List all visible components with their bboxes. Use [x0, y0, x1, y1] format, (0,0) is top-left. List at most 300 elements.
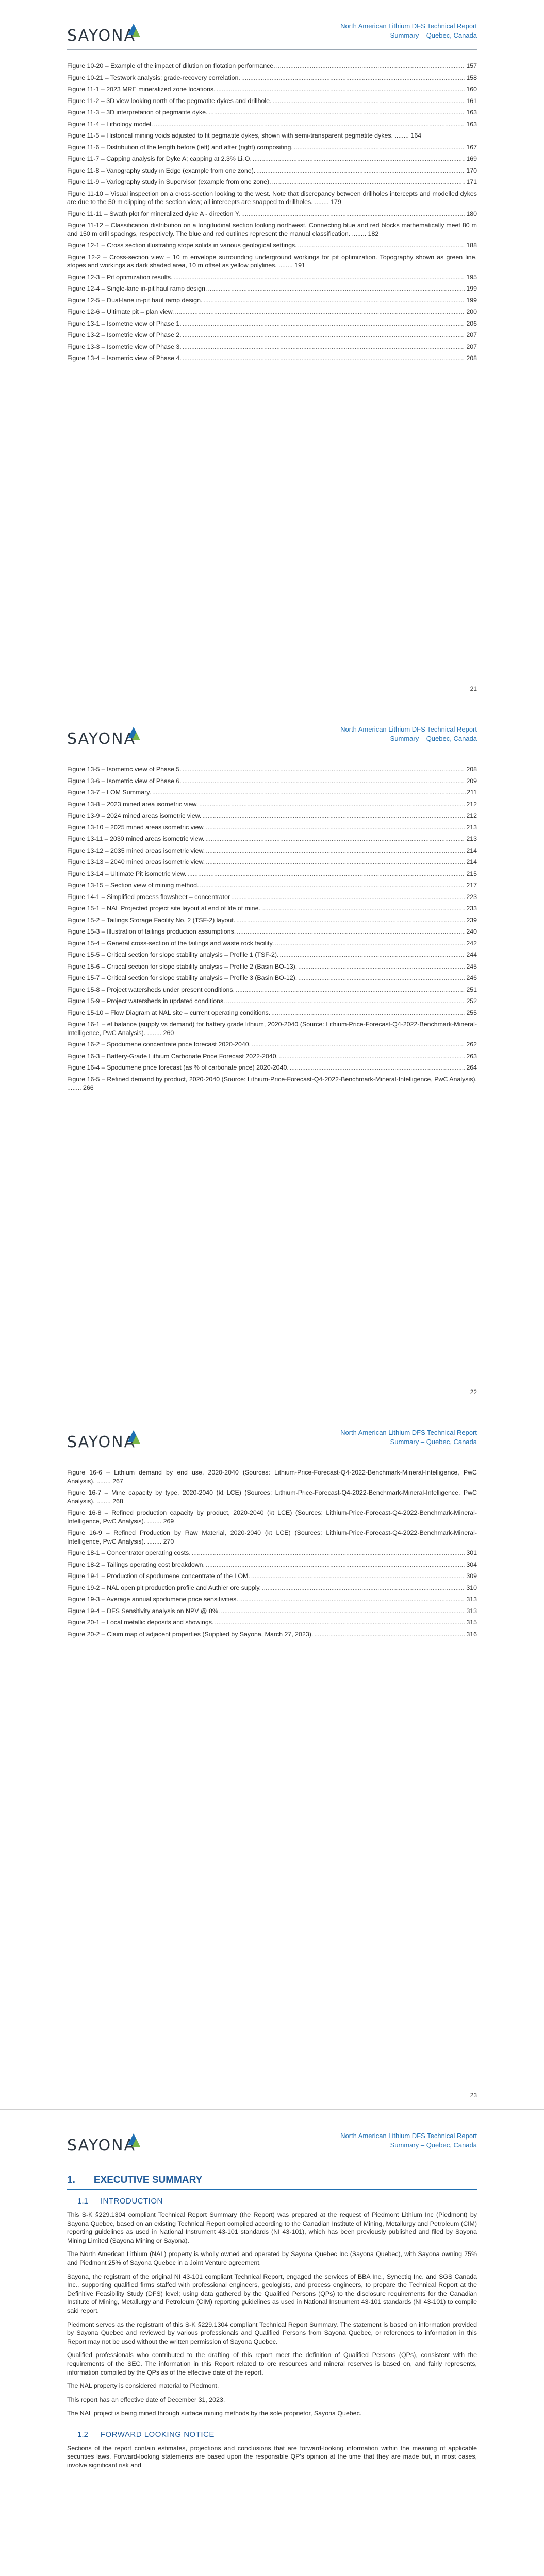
document-page-24: [0, 2110, 544, 2576]
toc-leader: [275, 939, 465, 948]
toc-entry-page: 239: [466, 916, 477, 924]
toc-leader: ........: [94, 1477, 113, 1485]
toc-leader: [239, 1595, 466, 1604]
toc-entry-page: 164: [410, 132, 422, 139]
toc-entry-title: Figure 15-6 – Critical section for slope stability analysis – Profile 2 (Basin BO-13).: [67, 962, 298, 970]
toc-leader: ........: [276, 262, 295, 269]
toc-leader: [183, 765, 466, 774]
toc-leader: ........: [145, 1517, 163, 1525]
section-number: 1.: [67, 2175, 75, 2185]
page-number: 21: [470, 685, 477, 692]
toc-entry[interactable]: [67, 62, 477, 71]
toc-entry-page: 245: [466, 962, 477, 970]
toc-entry[interactable]: [67, 1529, 477, 1546]
toc-entry[interactable]: [67, 1572, 477, 1581]
toc-leader: [272, 178, 466, 187]
document-page-22: [0, 703, 544, 1406]
toc-entry-page: 171: [466, 178, 477, 185]
toc-entry-title: Figure 13-8 – 2023 mined area isometric view.: [67, 800, 199, 808]
toc-entry-title: Figure 10-20 – Example of the impact of dilution on flotation performance.: [67, 62, 275, 70]
toc-entry[interactable]: [67, 221, 477, 238]
toc-leader: [208, 284, 465, 293]
toc-entry-page: 208: [466, 354, 477, 362]
toc-entry[interactable]: [67, 284, 477, 293]
toc-entry[interactable]: [67, 343, 477, 351]
toc-entry-title: Figure 20-1 – Local metallic deposits and showings.: [67, 1619, 214, 1626]
logo-accent-icon: [132, 732, 140, 740]
document-page-23: [0, 1406, 544, 2110]
toc-entry[interactable]: [67, 788, 477, 797]
toc-entry-page: 207: [466, 343, 477, 350]
toc-entry-title: Figure 11-5 – Historical mining voids adjusted to fit pegmatite dykes, shown with semi-transparent pegmatite dykes.: [67, 132, 393, 139]
report-title: [340, 22, 477, 40]
toc-entry-title: Figure 13-4 – Isometric view of Phase 4.: [67, 354, 182, 362]
body-paragraph: This S-K §229.1304 compliant Technical Report Summary (the Report) was prepared at the request of Piedmont Lithium Inc (Piedmont) by Sayona Quebec, based on an existing Technical Report compiled according to the Canadian Institute of Mining, Metallurgy and Petroleum (CIM) reporting guidelines as used in National Instrument 43-101 standards (NI 43-101), which has been previously published and filed by Sayona Mining Limited (Sayona Mining or Sayona).: [67, 2211, 477, 2244]
toc-leader: [236, 916, 465, 925]
toc-leader: [206, 846, 465, 855]
toc-entry-page: 209: [466, 777, 477, 785]
toc-entry[interactable]: [67, 108, 477, 117]
toc-entry-page: 160: [466, 86, 477, 93]
toc-leader: [203, 296, 465, 305]
report-title-line2: Summary – Quebec, Canada: [390, 2141, 477, 2149]
toc-entry-page: 313: [466, 1607, 477, 1615]
toc-entry-title: Figure 13-6 – Isometric view of Phase 6.: [67, 777, 182, 785]
toc-leader: [279, 951, 465, 959]
toc-entry-title: Figure 13-3 – Isometric view of Phase 3.: [67, 343, 182, 350]
toc-entry[interactable]: [67, 1509, 477, 1526]
subsection-number: 1.2: [77, 2430, 88, 2439]
list-of-figures: [67, 1468, 477, 1641]
subsection-title: FORWARD LOOKING NOTICE: [100, 2430, 215, 2439]
toc-leader: [183, 331, 466, 340]
toc-entry[interactable]: [67, 1607, 477, 1616]
toc-entry-page: 213: [466, 823, 477, 831]
toc-entry-page: 262: [466, 1041, 477, 1048]
toc-leader: [154, 120, 465, 129]
toc-leader: [279, 1052, 465, 1061]
toc-entry[interactable]: [67, 858, 477, 867]
toc-leader: [314, 1630, 465, 1639]
toc-entry-title: Figure 15-1 – NAL Projected project site layout at end of life of mine.: [67, 905, 260, 912]
logo-text: SAYONA: [67, 2137, 136, 2155]
toc-entry[interactable]: [67, 893, 477, 902]
toc-entry-page: 315: [466, 1619, 477, 1626]
toc-entry-page: 180: [466, 210, 477, 217]
report-title: [340, 1428, 477, 1447]
toc-entry-title: Figure 18-2 – Tailings operating cost breakdown.: [67, 1561, 205, 1568]
toc-entry[interactable]: [67, 1549, 477, 1557]
sayona-logo: [67, 2133, 170, 2156]
toc-entry[interactable]: [67, 1595, 477, 1604]
toc-entry[interactable]: [67, 331, 477, 340]
toc-leader: ........: [145, 1029, 163, 1037]
toc-entry[interactable]: [67, 210, 477, 218]
subsection-number: 1.1: [77, 2197, 88, 2206]
toc-entry-title: Figure 15-9 – Project watersheds in updated conditions.: [67, 997, 225, 1005]
toc-entry-title: Figure 11-4 – Lithology model.: [67, 120, 153, 128]
toc-entry-page: 270: [163, 1537, 174, 1545]
toc-leader: [209, 108, 466, 117]
toc-entry-page: 199: [466, 296, 477, 304]
toc-entry-page: 191: [294, 262, 305, 269]
toc-entry[interactable]: [67, 85, 477, 94]
toc-leader: ........: [312, 198, 331, 206]
body-paragraph: Sayona, the registrant of the original NI 43-101 compliant Technical Report, engaged the services of BBA Inc., Synectiq Inc. and SGS Canada Inc., supporting qualified firms staffed with professional engineers, geologists, and process engineers, to prepare the Technical Report at the Definitive Feasibility Study (DFS) level; using data gathered by the Qualified Persons (QPs) to the disclosure requirements for the Canadian Institute of Mining, Metallurgy and Petroleum (CIM) reporting guidelines as used in National Instrument 43-101 standards (NI 43-101) to compile said report.: [67, 2273, 477, 2314]
toc-entry[interactable]: [67, 777, 477, 786]
toc-entry[interactable]: [67, 155, 477, 163]
toc-entry[interactable]: [67, 962, 477, 971]
executive-summary: [67, 2171, 477, 2475]
body-paragraph: Piedmont serves as the registrant of this S-K §229.1304 compliant Technical Report Summary. The statement is based on information provided by Sayona Quebec and reviewed by various professionals and Qualified Persons from Sayona Quebec, or references to information in this Report may not be used without the written permission of Sayona Quebec.: [67, 2320, 477, 2345]
toc-entry-title: Figure 13-2 – Isometric view of Phase 2.: [67, 331, 182, 338]
toc-leader: [192, 1549, 466, 1557]
toc-entry-title: Figure 10-21 – Testwork analysis: grade-recovery correlation.: [67, 74, 240, 81]
toc-entry-page: 199: [466, 285, 477, 292]
toc-entry-page: 252: [466, 997, 477, 1005]
body-paragraph: This report has an effective date of December 31, 2023.: [67, 2396, 225, 2403]
toc-leader: [262, 1584, 465, 1592]
toc-entry-title: Figure 12-2 – Cross-section view – 10 m envelope surrounding underground workings for pit optimization. Topography shown as green line, stopes and workings as dark shaded area, 10 m offset as yellow polylines.: [67, 253, 477, 269]
toc-entry[interactable]: [67, 823, 477, 832]
toc-entry[interactable]: [67, 1063, 477, 1072]
toc-entry-page: 304: [466, 1561, 477, 1568]
toc-entry-title: Figure 11-3 – 3D interpretation of pegmatite dyke.: [67, 109, 208, 116]
toc-entry-page: 301: [466, 1549, 477, 1556]
toc-entry-title: Figure 20-2 – Claim map of adjacent properties (Supplied by Sayona, March 27, 2023).: [67, 1630, 314, 1638]
toc-entry-page: 214: [466, 858, 477, 866]
toc-leader: [276, 62, 466, 71]
toc-entry-title: Figure 13-15 – Section view of mining method.: [67, 882, 199, 889]
toc-entry-page: 188: [466, 242, 477, 249]
toc-entry-title: Figure 16-7 – Mine capacity by type, 2020-2040 (kt LCE) (Sources: Lithium-Price-Forecast-Q4-2022-Benchmark-Mineral-Intelligence, PwC Analysis).: [67, 1489, 477, 1505]
list-of-figures: [67, 765, 477, 1095]
toc-entry[interactable]: [67, 881, 477, 890]
toc-entry-title: Figure 11-9 – Variography study in Supervisor (example from one zone).: [67, 178, 271, 185]
toc-leader: [252, 1040, 465, 1049]
toc-leader: [206, 823, 465, 832]
toc-leader: [271, 1009, 465, 1018]
toc-entry-title: Figure 16-1 – et balance (supply vs demand) for battery grade lithium, 2020-2040 (Source: Lithium-Price-Forecast-Q4-2022-Benchmark-Mineral-Intelligence, PwC Analysis).: [67, 1021, 477, 1037]
toc-leader: [237, 927, 465, 936]
report-title-line1: North American Lithium DFS Technical Report: [340, 2132, 477, 2140]
section-heading: [67, 2175, 477, 2190]
toc-entry-title: Figure 16-6 – Lithium demand by end use, 2020-2040 (Sources: Lithium-Price-Forecast-Q4-2022-Benchmark-Mineral-Intelligence, PwC Analysis).: [67, 1469, 477, 1485]
toc-entry-page: 313: [466, 1596, 477, 1603]
toc-entry[interactable]: [67, 974, 477, 982]
toc-leader: ........: [67, 1084, 83, 1091]
toc-leader: [183, 777, 466, 786]
page-header: [0, 703, 544, 760]
toc-entry-title: Figure 19-4 – DFS Sensitivity analysis on NPV @ 8%.: [67, 1607, 220, 1615]
logo-text: SAYONA: [67, 730, 136, 748]
toc-entry[interactable]: [67, 74, 477, 82]
subsection-heading-forward-looking: [77, 2430, 477, 2439]
list-of-figures: [67, 62, 477, 366]
toc-entry[interactable]: [67, 190, 477, 207]
forward-looking-body: [67, 2444, 477, 2470]
toc-entry-page: 244: [466, 951, 477, 958]
body-paragraph: The North American Lithium (NAL) property is wholly owned and operated by Sayona Quebec Inc (Sayona Quebec), with Sayona owning 75% and Piedmont 25% of Sayona Quebec in a Joint Venture agreement.: [67, 2250, 477, 2266]
toc-entry[interactable]: [67, 273, 477, 282]
toc-entry[interactable]: [67, 1468, 477, 1485]
page-number: 23: [470, 2092, 477, 2099]
toc-entry-page: 260: [163, 1029, 174, 1037]
toc-entry[interactable]: [67, 354, 477, 363]
toc-entry-page: 200: [466, 308, 477, 315]
toc-entry-title: Figure 15-3 – Illustration of tailings production assumptions.: [67, 928, 236, 935]
toc-entry-title: Figure 14-1 – Simplified process flowsheet – concentrator: [67, 893, 230, 901]
toc-leader: [174, 273, 466, 282]
toc-entry[interactable]: [67, 1020, 477, 1037]
toc-entry-title: Figure 12-6 – Ultimate pit – plan view.: [67, 308, 174, 315]
toc-entry-title: Figure 15-8 – Project watersheds under present conditions.: [67, 986, 235, 993]
toc-entry[interactable]: [67, 765, 477, 774]
toc-entry-page: 233: [466, 905, 477, 912]
toc-entry[interactable]: [67, 131, 477, 140]
toc-entry-page: 309: [466, 1572, 477, 1580]
toc-entry-page: 158: [466, 74, 477, 81]
toc-leader: [298, 962, 465, 971]
toc-entry[interactable]: [67, 1584, 477, 1592]
toc-entry-title: Figure 11-8 – Variography study in Edge (example from one zone).: [67, 166, 256, 174]
toc-entry-page: 157: [466, 62, 477, 70]
toc-entry-page: 217: [466, 882, 477, 889]
toc-leader: [226, 997, 466, 1006]
subsection-heading-introduction: [77, 2197, 477, 2206]
subsection-title: INTRODUCTION: [100, 2197, 163, 2206]
toc-leader: [215, 1618, 465, 1627]
body-paragraph: The NAL project is being mined through surface mining methods by the sole proprietor, Sayona Quebec.: [67, 2410, 362, 2417]
logo-accent-icon: [132, 1435, 140, 1444]
toc-entry-page: 170: [466, 166, 477, 174]
toc-entry[interactable]: [67, 870, 477, 878]
document-page-21: [0, 0, 544, 703]
toc-leader: [273, 97, 466, 106]
toc-entry-title: Figure 16-9 – Refined Production by Raw Material, 2020-2040 (kt LCE) (Sources: Lithium-Price-Forecast-Q4-2022-Benchmark-Mineral-Intelligence, PwC Analysis).: [67, 1529, 477, 1545]
toc-entry-title: Figure 13-14 – Ultimate Pit isometric view.: [67, 870, 187, 877]
toc-entry[interactable]: [67, 1488, 477, 1505]
toc-leader: ........: [145, 1537, 163, 1545]
report-title-line1: North American Lithium DFS Technical Report: [340, 1429, 477, 1436]
toc-entry-page: 266: [83, 1084, 94, 1091]
toc-entry-title: Figure 11-2 – 3D view looking north of the pegmatite dykes and drillhole.: [67, 97, 272, 105]
toc-entry-page: 242: [466, 939, 477, 947]
toc-leader: [183, 319, 466, 328]
toc-leader: [294, 143, 466, 152]
toc-leader: [221, 1607, 465, 1616]
toc-leader: [206, 858, 465, 867]
toc-entry-page: 211: [467, 789, 477, 796]
toc-entry[interactable]: [67, 241, 477, 250]
introduction-body: [67, 2211, 477, 2418]
toc-entry-title: Figure 16-8 – Refined production capacity by product, 2020-2040 (kt LCE) (Sources: Lithium-Price-Forecast-Q4-2022-Benchmark-Mineral-Intelligence, PwC Analysis).: [67, 1509, 477, 1525]
toc-entry-title: Figure 11-12 – Classification distribution on a longitudinal section looking northwest. Connecting blue and red blocks mathematically meet 80 m and 150 m drill spacings, respectively. The blue and red outlines represent the manual classification.: [67, 222, 477, 238]
toc-entry-page: 167: [466, 143, 477, 151]
toc-entry-title: Figure 13-11 – 2030 mined areas isometric view.: [67, 835, 205, 842]
toc-entry[interactable]: [67, 166, 477, 175]
toc-leader: [253, 155, 465, 163]
toc-entry-page: 269: [163, 1517, 174, 1525]
toc-leader: [231, 893, 465, 902]
toc-entry[interactable]: [67, 178, 477, 187]
toc-leader: [236, 986, 465, 994]
toc-entry-page: 208: [466, 766, 477, 773]
toc-entry[interactable]: [67, 1618, 477, 1627]
toc-entry[interactable]: [67, 1009, 477, 1018]
report-title: [340, 725, 477, 743]
toc-entry-title: Figure 15-10 – Flow Diagram at NAL site – current operating conditions.: [67, 1009, 271, 1016]
toc-entry-title: Figure 12-4 – Single-lane in-pit haul ramp design.: [67, 285, 207, 292]
toc-leader: [200, 881, 466, 890]
toc-entry[interactable]: [67, 319, 477, 328]
toc-entry-title: Figure 11-1 – 2023 MRE mineralized zone locations.: [67, 86, 216, 93]
toc-entry-page: 195: [466, 273, 477, 281]
toc-leader: [251, 1572, 466, 1581]
report-title-line2: Summary – Quebec, Canada: [390, 735, 477, 742]
toc-leader: [290, 1063, 466, 1072]
toc-leader: [183, 343, 466, 351]
toc-leader: ........: [393, 132, 411, 139]
toc-entry[interactable]: [67, 939, 477, 948]
toc-entry-page: 163: [466, 120, 477, 128]
toc-entry[interactable]: [67, 904, 477, 913]
toc-entry-title: Figure 13-12 – 2035 mined areas isometric view.: [67, 846, 205, 854]
toc-entry[interactable]: [67, 811, 477, 820]
body-paragraph: Qualified professionals who contributed to the drafting of this report meet the definition of Qualified Persons (QPs), consistent with the requirements of the SEC. The information in this Report related to ore resources and mineral reserves is based on, and fairly represents, information compiled by the QPs as of the effective date of the report.: [67, 2351, 477, 2376]
toc-entry-title: Figure 13-10 – 2025 mined areas isometric view.: [67, 823, 205, 831]
toc-entry[interactable]: [67, 308, 477, 316]
toc-entry-title: Figure 19-1 – Production of spodumene concentrate of the LOM.: [67, 1572, 250, 1580]
toc-entry-title: Figure 15-4 – General cross-section of the tailings and waste rock facility.: [67, 939, 274, 947]
toc-entry-page: 223: [466, 893, 477, 901]
toc-entry[interactable]: [67, 1561, 477, 1569]
toc-entry-page: 213: [466, 835, 477, 842]
toc-entry[interactable]: [67, 1040, 477, 1049]
toc-entry-title: Figure 13-13 – 2040 mined areas isometric view.: [67, 858, 205, 866]
toc-entry[interactable]: [67, 296, 477, 305]
toc-entry-page: 268: [112, 1497, 123, 1505]
toc-entry[interactable]: [67, 1630, 477, 1639]
toc-entry-page: 212: [466, 812, 477, 819]
toc-entry-page: 240: [466, 928, 477, 935]
toc-entry-title: Figure 19-3 – Average annual spodumene price sensitivities.: [67, 1596, 238, 1603]
report-title-line1: North American Lithium DFS Technical Report: [340, 725, 477, 733]
toc-entry-title: Figure 13-5 – Isometric view of Phase 5.: [67, 766, 182, 773]
toc-leader: [261, 904, 465, 913]
toc-entry[interactable]: [67, 97, 477, 106]
page-number: 22: [470, 1388, 477, 1396]
toc-leader: [241, 210, 465, 218]
toc-entry-title: Figure 15-5 – Critical section for slope stability analysis – Profile 1 (TSF-2).: [67, 951, 279, 958]
toc-entry-page: 310: [466, 1584, 477, 1591]
toc-entry-page: 206: [466, 319, 477, 327]
toc-entry-title: Figure 15-2 – Tailings Storage Facility No. 2 (TSF-2) layout.: [67, 916, 236, 924]
toc-entry-title: Figure 12-3 – Pit optimization results.: [67, 273, 173, 281]
report-title: [340, 2131, 477, 2150]
toc-entry[interactable]: [67, 835, 477, 843]
toc-entry-page: 251: [466, 986, 477, 993]
toc-entry-title: Figure 11-11 – Swath plot for mineralized dyke A - direction Y.: [67, 210, 240, 217]
toc-entry-page: 169: [466, 155, 477, 162]
toc-entry-page: 316: [466, 1630, 477, 1638]
body-paragraph: The NAL property is considered material to Piedmont.: [67, 2382, 219, 2390]
report-title-line1: North American Lithium DFS Technical Report: [340, 22, 477, 30]
toc-entry[interactable]: [67, 1052, 477, 1061]
toc-entry-page: 161: [466, 97, 477, 105]
toc-entry[interactable]: [67, 927, 477, 936]
page-header: [0, 2110, 544, 2166]
toc-entry-title: Figure 12-5 – Dual-lane in-pit haul ramp design.: [67, 296, 203, 304]
toc-entry-title: Figure 15-7 – Critical section for slope stability analysis – Profile 3 (Basin BO-12).: [67, 974, 298, 981]
toc-entry[interactable]: [67, 916, 477, 925]
toc-entry-title: Figure 16-5 – Refined demand by product, 2020-2040 (Source: Lithium-Price-Forecast-Q4-2022-Benchmark-Mineral-Intelligence, PwC Analysis).: [67, 1075, 477, 1083]
toc-entry[interactable]: [67, 951, 477, 959]
toc-entry-title: Figure 16-4 – Spodumene price forecast (as % of carbonate price) 2020-2040.: [67, 1064, 289, 1071]
toc-entry-title: Figure 11-10 – Visual inspection on a cross-section looking to the west. Note that discrepancy between drillholes intercepts and modelled dykes are due to the 50 m clipping of the section view; all intercepts are snapped to drillholes.: [67, 190, 477, 206]
page-header: [0, 0, 544, 57]
toc-entry-page: 214: [466, 846, 477, 854]
toc-entry-page: 182: [368, 230, 379, 238]
toc-entry[interactable]: [67, 143, 477, 152]
header-divider: [67, 49, 477, 50]
toc-leader: [206, 1561, 465, 1569]
toc-leader: [256, 166, 465, 175]
toc-leader: [241, 74, 465, 82]
toc-entry-title: Figure 13-9 – 2024 mined areas isometric view.: [67, 812, 202, 819]
toc-entry[interactable]: [67, 800, 477, 809]
toc-entry-title: Figure 13-7 – LOM Summary.: [67, 789, 151, 796]
body-paragraph: Sections of the report contain estimates, projections and conclusions that are forward-looking information within the meaning of applicable securities laws. Forward-looking statements are based upon the responsible QP's opinion at the time that they are made but, in most cases, involve significant risk and: [67, 2444, 477, 2469]
toc-entry-title: Figure 16-2 – Spodumene concentrate price forecast 2020-2040.: [67, 1041, 251, 1048]
toc-entry-page: 246: [466, 974, 477, 981]
toc-entry-title: Figure 12-1 – Cross section illustrating stope solids in various geological settings.: [67, 242, 297, 249]
logo-accent-icon: [132, 29, 140, 37]
toc-entry-page: 255: [466, 1009, 477, 1016]
toc-leader: [152, 788, 466, 797]
toc-entry-title: Figure 11-6 – Distribution of the length before (left) and after (right) compositing.: [67, 143, 293, 151]
toc-entry-title: Figure 18-1 – Concentrator operating costs.: [67, 1549, 191, 1556]
toc-entry-page: 267: [112, 1477, 123, 1485]
report-title-line2: Summary – Quebec, Canada: [390, 1438, 477, 1446]
toc-entry[interactable]: [67, 253, 477, 270]
report-title-line2: Summary – Quebec, Canada: [390, 31, 477, 39]
toc-leader: ........: [94, 1497, 113, 1505]
toc-entry-page: 212: [466, 800, 477, 808]
section-title: EXECUTIVE SUMMARY: [93, 2175, 203, 2185]
toc-entry[interactable]: [67, 120, 477, 129]
logo-text: SAYONA: [67, 1433, 136, 1451]
sayona-logo: [67, 727, 170, 750]
toc-entry-page: 179: [331, 198, 341, 206]
toc-entry-page: 163: [466, 109, 477, 116]
toc-entry-title: Figure 19-2 – NAL open pit production profile and Authier ore supply.: [67, 1584, 261, 1591]
toc-leader: [199, 800, 465, 809]
toc-entry-page: 215: [466, 870, 477, 877]
toc-entry-page: 264: [466, 1064, 477, 1071]
toc-leader: ........: [350, 230, 368, 238]
toc-entry[interactable]: [67, 1075, 477, 1092]
toc-entry[interactable]: [67, 846, 477, 855]
logo-text: SAYONA: [67, 27, 136, 45]
toc-entry-title: Figure 11-7 – Capping analysis for Dyke A; capping at 2.3% Li₂O.: [67, 155, 252, 162]
toc-entry[interactable]: [67, 986, 477, 994]
toc-entry-title: Figure 13-1 – Isometric view of Phase 1.: [67, 319, 182, 327]
toc-leader: [217, 85, 466, 94]
toc-entry-title: Figure 16-3 – Battery-Grade Lithium Carbonate Price Forecast 2022-2040.: [67, 1052, 278, 1060]
toc-entry[interactable]: [67, 997, 477, 1006]
page-header: [0, 1406, 544, 1463]
